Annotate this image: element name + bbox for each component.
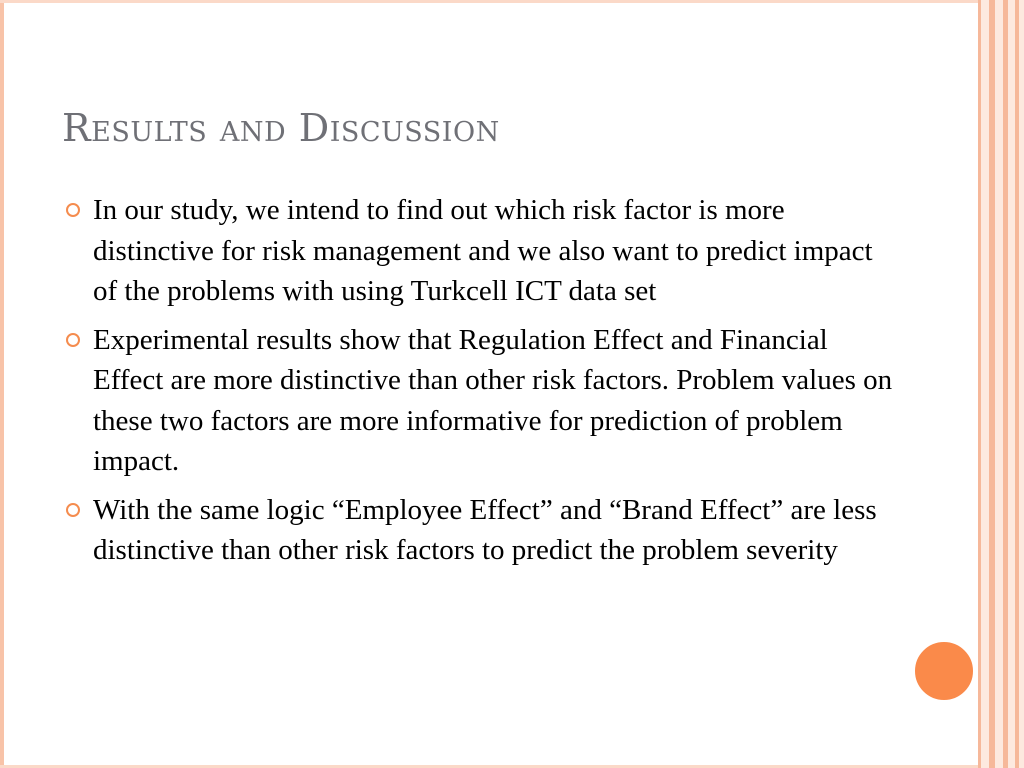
decorative-stripe — [978, 0, 981, 768]
slide-title: Results and Discussion — [62, 106, 500, 150]
decorative-stripe — [1003, 0, 1008, 768]
left-border — [0, 0, 4, 768]
decorative-stripe — [989, 0, 995, 768]
top-border — [0, 0, 1024, 3]
circle-bullet-icon — [66, 203, 80, 217]
bullet-text: With the same logic “Employee Effect” and “Brand Effect” are less distinctive than other risk factors to predict the problem severity — [93, 493, 877, 566]
bullet-item — [64, 190, 894, 312]
orange-circle-decoration-icon — [913, 640, 975, 702]
bullet-item — [64, 320, 894, 482]
bullet-list — [64, 190, 894, 579]
circle-bullet-icon — [66, 503, 80, 517]
circle-bullet-icon — [66, 333, 80, 347]
bullet-item — [64, 490, 894, 571]
decorative-stripe — [1015, 0, 1019, 768]
bullet-text: Experimental results show that Regulation Effect and Financial Effect are more distinctive than other risk factors. Problem values on these two factors are more informative for prediction of problem impact. — [93, 323, 893, 477]
bullet-text: In our study, we intend to find out which risk factor is more distinctive for risk management and we also want to predict impact of the problems with using Turkcell ICT data set — [93, 194, 873, 307]
